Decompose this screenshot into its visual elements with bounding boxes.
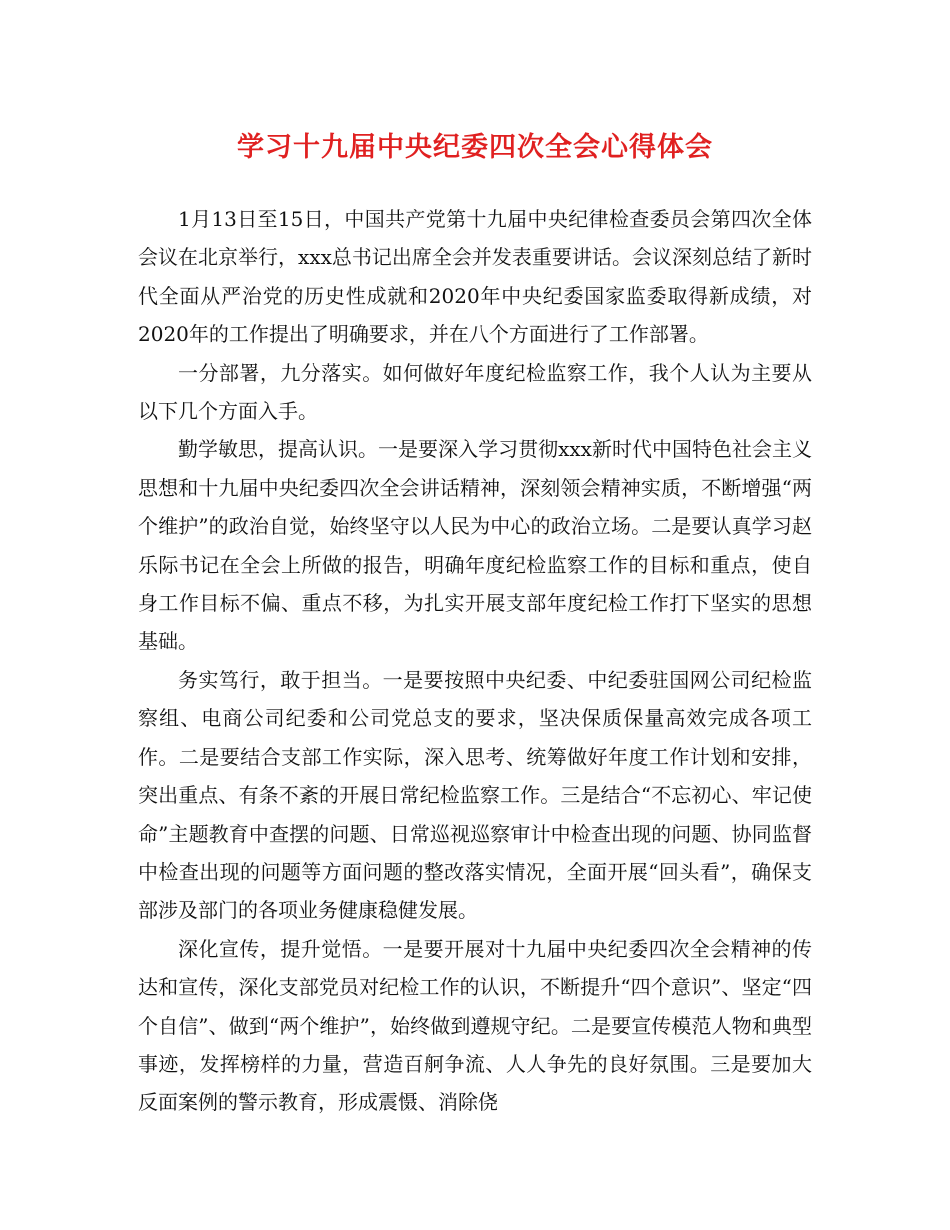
paragraph-meeting-summary: 1月13日至15日，中国共产党第十九届中央纪律检查委员会第四次全体会议在北京举行，xxx总书记出席全会并发表重要讲话。会议深刻总结了新时代全面从严治党的历史性成就和2020年中央纪委国家监委取得新成绩，对2020年的工作提出了明确要求，并在八个方面进行了工作部署。	[138, 207, 812, 347]
document-body	[138, 200, 812, 1122]
paragraph-publicity-awareness: 深化宣传，提升觉悟。一是要开展对十九届中央纪委四次全会精神的传达和宣传，深化支部党员对纪检工作的认识，不断提升“四个意识”、坚定“四个自信”、做到“两个维护”，始终做到遵规守纪。二是要宣传模范人物和典型事迹，发挥榜样的力量，营造百舸争流、人人争先的良好氛围。三是要加大反面案例的警示教育，形成震慑、消除侥	[138, 936, 812, 1115]
document-title: 学习十九届中央纪委四次全会心得体会	[237, 132, 713, 163]
paragraph-implementation-intro: 一分部署，九分落实。如何做好年度纪检监察工作，我个人认为主要从以下几个方面入手。	[138, 360, 812, 424]
paragraph-practical-action: 务实笃行，敢于担当。一是要按照中央纪委、中纪委驻国网公司纪检监察组、电商公司纪委和公司党总支的要求，坚决保质保量高效完成各项工作。二是要结合支部工作实际，深入思考、统筹做好年度工作计划和安排，突出重点、有条不紊的开展日常纪检监察工作。三是结合“不忘初心、牢记使命”主题教育中查摆的问题、日常巡视巡察审计中检查出现的问题、协同监督中检查出现的问题等方面问题的整改落实情况，全面开展“回头看”，确保支部涉及部门的各项业务健康稳健发展。	[138, 667, 812, 923]
paragraph-study-awareness: 勤学敏思，提高认识。一是要深入学习贯彻xxx新时代中国特色社会主义思想和十九届中央纪委四次全会讲话精神，深刻领会精神实质，不断增强“两个维护”的政治自觉，始终坚守以人民为中心的政治立场。二是要认真学习赵乐际书记在全会上所做的报告，明确年度纪检监察工作的目标和重点，使自身工作目标不偏、重点不移，为扎实开展支部年度纪检工作打下坚实的思想基础。	[138, 437, 812, 654]
